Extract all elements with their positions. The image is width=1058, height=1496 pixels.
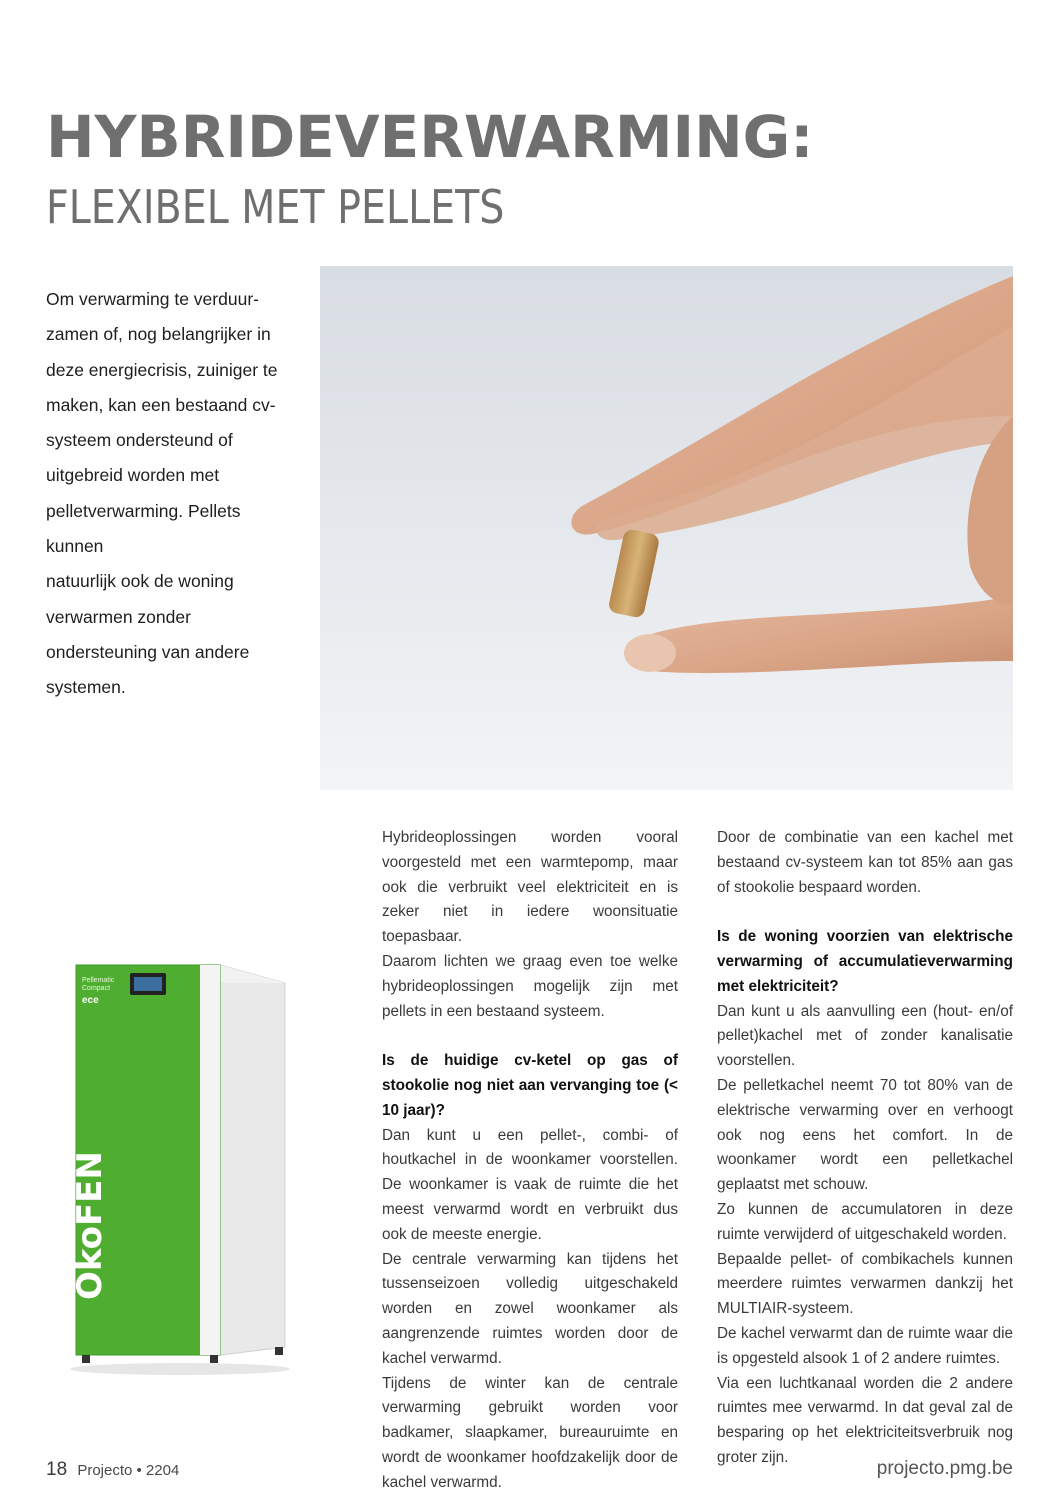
intro-line: pelletverwarming. Pellets kunnen [46, 500, 241, 557]
article-column-2 [717, 826, 1013, 1471]
page-number: 18 [46, 1459, 68, 1480]
pellet-boiler-image [60, 955, 310, 1385]
page-subtitle: FLEXIBEL MET PELLETS [46, 180, 505, 234]
paragraph: De centrale verwarming kan tijdens het tussenseizoen volledig uitgeschakeld worden en zowel woonkamer als aangrenzende ruimtes worden door de kachel verwarmd. [382, 1250, 678, 1367]
paragraph: Dan kunt u een pellet-, combi- of houtkachel in de woonkamer voorstellen. De woonkamer is vaak de ruimte die het meest verwarmd wordt en verbruikt dus ook de meeste energie. [382, 1126, 678, 1243]
paragraph: Zo kunnen de accumulatoren in deze ruimte verwijderd of uitgeschakeld worden. [717, 1200, 1013, 1243]
intro-line: deze energiecrisis, zuiniger te [46, 359, 278, 380]
paragraph: De pelletkachel neemt 70 tot 80% van de elektrische verwarming over en verhoogt ook nog eens het comfort. In de woonkamer wordt een pelletkachel geplaatst met schouw. [717, 1076, 1013, 1194]
intro-line: systeem ondersteund of [46, 430, 233, 451]
paragraph: Via een luchtkanaal worden die 2 andere ruimtes mee verwarmd. In dat geval zal de besparing op het elektriciteitsverbruik nog groter zijn. [717, 1374, 1013, 1466]
paragraph: Dan kunt u als aanvulling een (hout- en/of pellet)kachel met of zonder kanalisatie voorstellen. [717, 1002, 1013, 1070]
paragraph: Daarom lichten we graag even toe welke hybrideoplossingen mogelijk zijn met pellets in een bestaand systeem. [382, 952, 678, 1020]
article-column-1 [382, 826, 678, 1496]
publication-label: Projecto • 2204 [77, 1462, 180, 1479]
paragraph: Tijdens de winter kan de centrale verwarming gebruikt worden voor badkamer, slaapkamer, bureauruimte en wordt de woonkamer hoofdzakelijk door de kachel verwarmd. [382, 1374, 678, 1491]
page-footer-left [46, 1459, 179, 1481]
page-title: HYBRIDEVERWARMING: [46, 103, 814, 171]
intro-line: zamen of, nog belangrijker in [46, 324, 271, 345]
hand-illustration [320, 266, 1013, 790]
paragraph: Hybrideoplossingen worden vooral voorgesteld met een warmtepomp, maar ook die verbruikt veel elektriciteit en is zeker niet in iedere woonsituatie toepasbaar. [382, 829, 678, 946]
subheading-question: Is de woning voorzien van elektrische verwarming of accumulatieverwarming met elektriciteit? [717, 928, 1013, 995]
intro-line: ondersteuning van andere [46, 641, 250, 662]
intro-paragraph [46, 282, 301, 706]
subheading-question: Is de huidige cv-ketel op gas of stookolie nog niet aan vervanging toe (< 10 jaar)? [382, 1052, 678, 1119]
intro-line: uitgebreid worden met [46, 465, 220, 486]
paragraph: De kachel verwarmt dan de ruimte waar die is opgesteld alsook 1 of 2 andere ruimtes. [717, 1324, 1013, 1367]
boiler-model-label: Pellematic Compact [82, 977, 115, 992]
boiler-brand-logo: ÖkoFEN [70, 1151, 110, 1300]
paragraph: Bepaalde pellet- of combikachels kunnen meerdere ruimtes verwarmen dankzij het MULTIAIR-systeem. [717, 1250, 1013, 1318]
paragraph: Door de combinatie van een kachel met bestaand cv-systeem kan tot 85% aan gas of stookolie bespaard worden. [717, 829, 1013, 896]
boiler-badge: ece [82, 995, 99, 1006]
website-link[interactable]: projecto.pmg.be [876, 1458, 1013, 1479]
intro-line: systemen. [46, 677, 126, 698]
intro-line: natuurlijk ook de woning [46, 571, 234, 592]
intro-line: verwarmen zonder [46, 606, 191, 627]
intro-line: Om verwarming te verduur- [46, 289, 259, 309]
intro-line: maken, kan een bestaand cv- [46, 394, 276, 415]
hand-holding-pellet-photo [320, 266, 1013, 790]
